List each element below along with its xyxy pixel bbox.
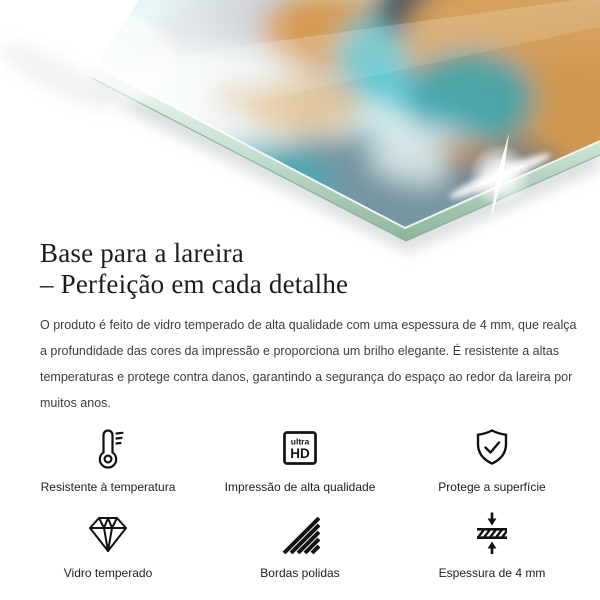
feature-label: Protege a superfície (438, 480, 546, 494)
feature-item (12, 422, 204, 494)
page-title-line1: Base para a lareira (40, 238, 244, 268)
description-line: a profundidade das cores da impressão e proporciona um brilho elegante. É resistente a altas (40, 344, 560, 358)
feature-item (12, 508, 204, 580)
glass-panel-art (0, 0, 600, 248)
feature-item (204, 508, 396, 580)
feature-item (396, 508, 588, 580)
feature-label: Espessura de 4 mm (438, 566, 546, 580)
feature-item (204, 422, 396, 494)
diamond-icon (86, 508, 130, 556)
feature-label: Vidro temperado (63, 566, 153, 580)
polished-edges-icon (278, 508, 322, 556)
description-line: O produto é feito de vidro temperado de alta qualidade com uma espessura de 4 mm, que realça (40, 318, 577, 332)
page-title-line2: – Perfeição em cada detalhe (40, 269, 349, 299)
description-line: muitos anos. (40, 396, 111, 410)
thermometer-icon (86, 422, 130, 470)
shield-check-icon (470, 422, 514, 470)
svg-text:ultra: ultra (290, 436, 310, 447)
svg-text:HD: HD (290, 446, 310, 461)
product-description (40, 312, 577, 416)
thickness-icon (470, 508, 514, 556)
feature-label: Bordas polidas (260, 566, 340, 580)
feature-grid (0, 422, 600, 580)
feature-label: Resistente à temperatura (40, 480, 176, 494)
feature-item (396, 422, 588, 494)
description-line: temperaturas e protege contra danos, garantindo a segurança do espaço ao redor da lareira por (40, 370, 573, 384)
hero-image (0, 0, 600, 236)
ultra-hd-icon (278, 422, 322, 470)
feature-label: Impressão de alta qualidade (224, 480, 376, 494)
